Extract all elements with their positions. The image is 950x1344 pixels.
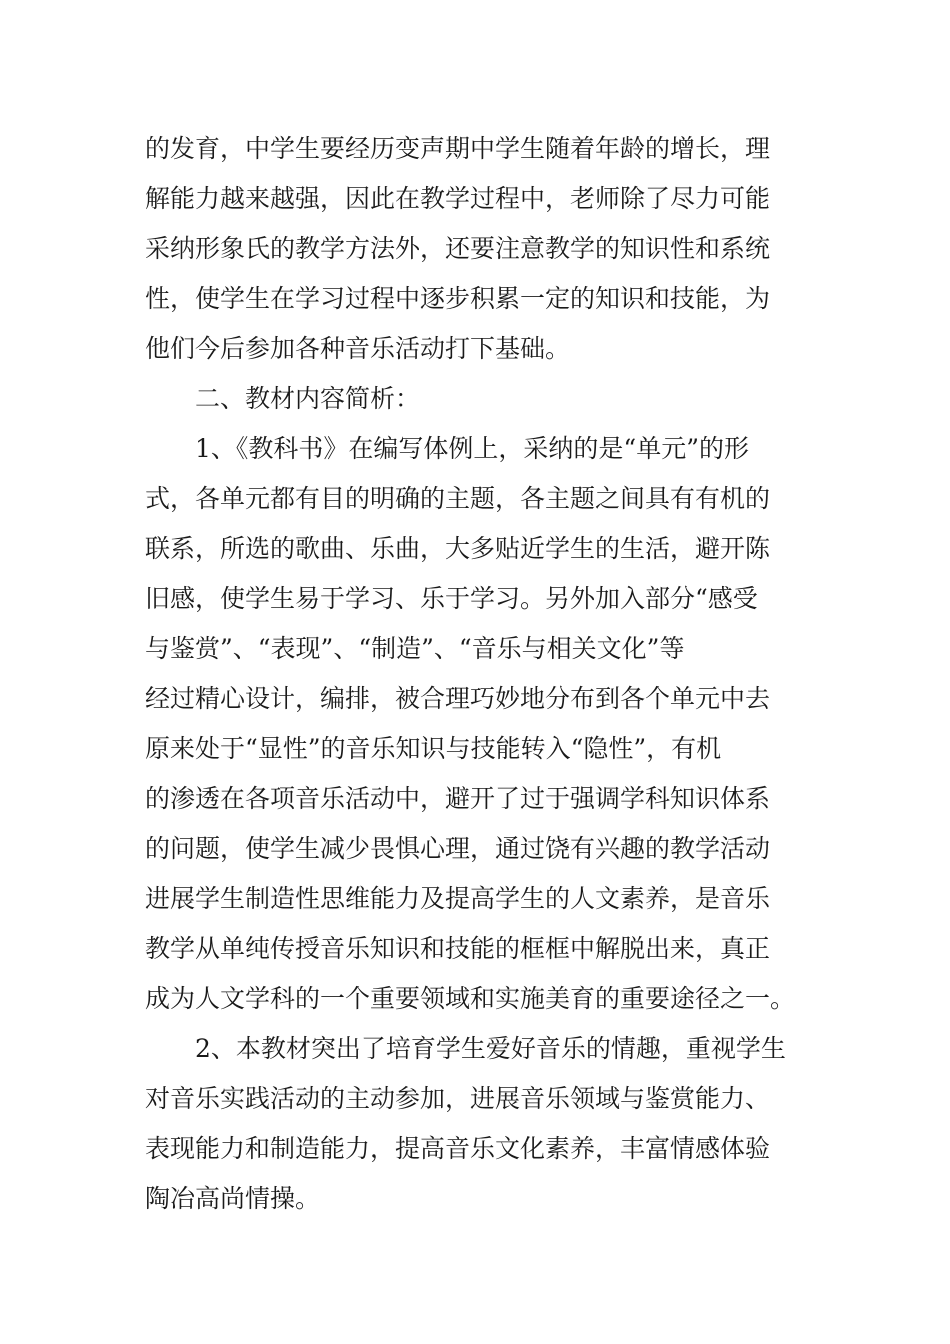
text-line: 式，各单元都有目的明确的主题，各主题之间具有有机的	[145, 484, 771, 513]
text-line: 解能力越来越强，因此在教学过程中，老师除了尽力可能	[145, 184, 771, 213]
text-line: 的渗透在各项音乐活动中，避开了过于强调学科知识体系	[145, 784, 771, 813]
text-line: 进展学生制造性思维能力及提高学生的人文素养，是音乐	[145, 884, 771, 913]
text-line: 原来处于“显性”的音乐知识与技能转入“隐性”，有机	[145, 734, 722, 763]
text-line: 教学从单纯传授音乐知识和技能的框框中解脱出来，真正	[145, 934, 771, 963]
text-line: 陶冶高尚情操。	[145, 1184, 321, 1213]
text-line: 与鉴赏”、“表现”、“制造”、“音乐与相关文化”等	[145, 634, 685, 663]
text-line: 表现能力和制造能力，提高音乐文化素养，丰富情感体验	[145, 1134, 771, 1163]
text-line: 成为人文学科的一个重要领域和实施美育的重要途径之一。	[145, 984, 796, 1013]
text-line: 联系，所选的歌曲、乐曲，大多贴近学生的生活，避开陈	[145, 534, 771, 563]
text-line: 对音乐实践活动的主动参加，进展音乐领域与鉴赏能力、	[145, 1084, 771, 1113]
text-line: 性，使学生在学习过程中逐步积累一定的知识和技能，为	[145, 284, 771, 313]
section-heading: 二、教材内容简析：	[195, 384, 421, 413]
text-line: 的发育，中学生要经历变声期中学生随着年龄的增长，理	[145, 134, 771, 163]
text-line: 采纳形象氏的教学方法外，还要注意教学的知识性和系统	[145, 234, 771, 263]
text-line: 1、《教科书》在编写体例上，采纳的是“单元”的形	[195, 434, 749, 463]
text-line: 他们今后参加各种音乐活动打下基础。	[145, 334, 571, 363]
text-line: 经过精心设计，编排，被合理巧妙地分布到各个单元中去	[145, 684, 771, 713]
text-line: 2、本教材突出了培育学生爱好音乐的情趣，重视学生	[195, 1034, 786, 1063]
text-line: 旧感，使学生易于学习、乐于学习。另外加入部分“感受	[145, 584, 758, 613]
text-line: 的问题，使学生减少畏惧心理，通过饶有兴趣的教学活动	[145, 834, 771, 863]
